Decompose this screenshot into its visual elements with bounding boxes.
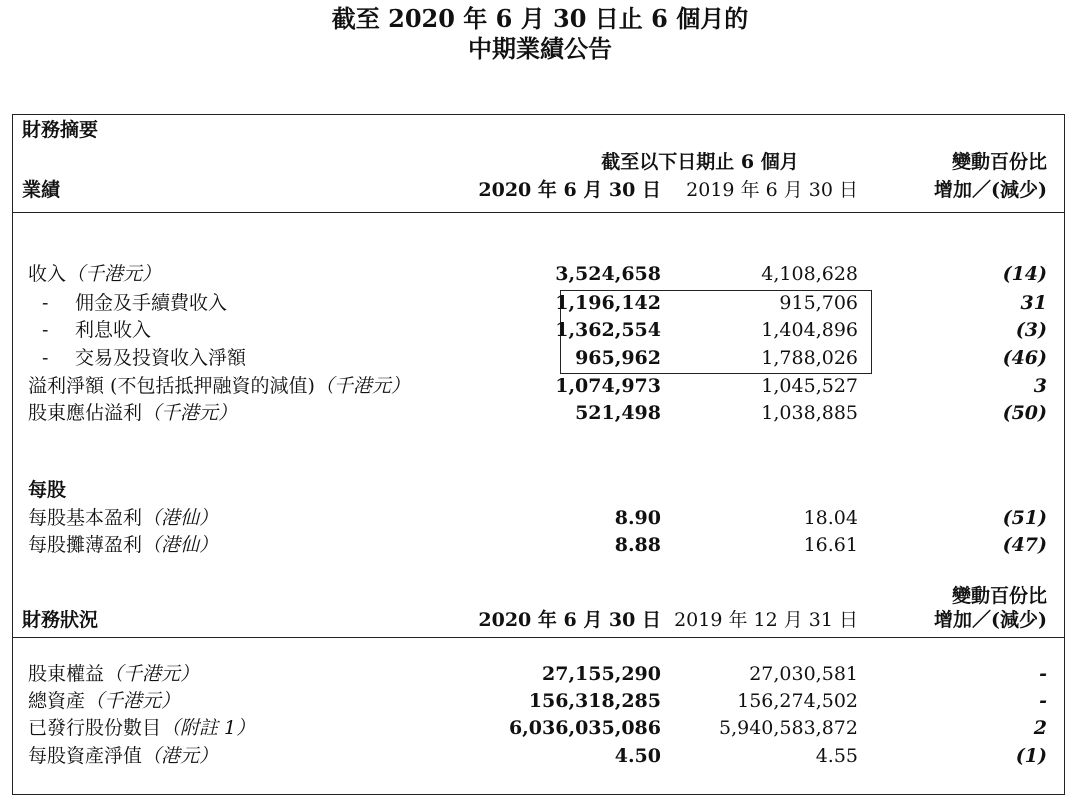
value-current: 4.50 <box>614 745 661 767</box>
value-prior: 1,038,885 <box>761 402 858 424</box>
value-change: (3) <box>1015 319 1047 341</box>
per-share-heading: 每股 <box>28 479 67 501</box>
value-current: 27,155,290 <box>542 663 661 685</box>
financial-position-heading: 財務狀況 <box>22 609 99 631</box>
row-unit: （千港元） <box>85 690 181 712</box>
row-unit: （港元） <box>142 745 219 767</box>
financial-summary-heading: 財務摘要 <box>22 119 99 141</box>
bullet-dash: - <box>42 347 49 369</box>
change-header-line1: 變動百份比 <box>951 151 1047 173</box>
value-prior: 1,045,527 <box>761 375 858 397</box>
row-label: 股東權益 <box>28 663 105 685</box>
row-unit: （千港元） <box>66 263 162 285</box>
value-change: 3 <box>1033 375 1047 397</box>
value-prior: 1,404,896 <box>761 319 858 341</box>
row-label: 已發行股份數目 <box>28 717 162 739</box>
row-unit: （千港元） <box>104 663 200 685</box>
col-prior-header: 2019 年 6 月 30 日 <box>686 179 858 201</box>
value-current: 521,498 <box>575 402 661 424</box>
row-label: 每股基本盈利 <box>28 507 143 529</box>
row-label: 收入 <box>28 263 67 285</box>
row-label: 利息收入 <box>75 319 152 341</box>
position-change-header-line2: 增加／(減少) <box>934 609 1047 631</box>
value-prior: 1,788,026 <box>761 347 858 369</box>
value-current: 1,362,554 <box>555 319 661 341</box>
row-label: 交易及投資收入淨額 <box>75 347 247 369</box>
value-change: (46) <box>1002 347 1047 369</box>
value-prior: 4,108,628 <box>761 263 858 285</box>
bullet-dash: - <box>42 292 49 314</box>
position-change-header-line1: 變動百份比 <box>951 585 1047 607</box>
value-prior: 156,274,502 <box>737 690 858 712</box>
bullet-dash: - <box>42 319 49 341</box>
value-current: 8.90 <box>614 507 661 529</box>
results-heading: 業績 <box>22 179 61 201</box>
value-prior: 915,706 <box>779 292 858 314</box>
row-label: 佣金及手續費收入 <box>75 292 228 314</box>
value-current: 8.88 <box>614 534 661 556</box>
value-prior: 16.61 <box>803 534 858 556</box>
row-label: 股東應佔溢利 <box>28 402 143 424</box>
row-label: 總資產 <box>28 690 86 712</box>
position-col-prior-header: 2019 年 12 月 31 日 <box>674 609 858 631</box>
value-current: 1,074,973 <box>555 375 661 397</box>
row-label: 每股資產淨值 <box>28 745 143 767</box>
value-change: - <box>1039 663 1047 685</box>
value-change: (51) <box>1002 507 1047 529</box>
value-prior: 5,940,583,872 <box>718 717 858 739</box>
period-header: 截至以下日期止 6 個月 <box>601 151 799 173</box>
position-header-divider <box>12 637 1065 638</box>
value-change: (14) <box>1002 263 1047 285</box>
change-header-line2: 增加／(減少) <box>934 179 1047 201</box>
value-change: (50) <box>1002 402 1047 424</box>
value-change: 2 <box>1033 717 1047 739</box>
announcement-title-line1: 截至 2020 年 6 月 30 日止 6 個月的 <box>331 4 749 33</box>
row-unit: （千港元） <box>314 375 410 397</box>
value-current: 965,962 <box>575 347 661 369</box>
value-current: 6,036,035,086 <box>508 717 661 739</box>
value-change: (1) <box>1015 745 1047 767</box>
value-prior: 27,030,581 <box>749 663 858 685</box>
row-label: 溢利淨額 (不包括抵押融資的減值) <box>28 375 315 397</box>
value-change: - <box>1039 690 1047 712</box>
announcement-title-line2: 中期業績公告 <box>468 34 612 63</box>
row-unit: （千港元） <box>142 402 238 424</box>
value-current: 3,524,658 <box>555 263 661 285</box>
value-current: 1,196,142 <box>555 292 661 314</box>
value-prior: 4.55 <box>815 745 858 767</box>
row-unit: （附註 1） <box>161 717 256 739</box>
row-label: 每股攤薄盈利 <box>28 534 143 556</box>
value-current: 156,318,285 <box>528 690 661 712</box>
value-change: (47) <box>1002 534 1047 556</box>
row-unit: （港仙） <box>142 534 219 556</box>
col-current-header: 2020 年 6 月 30 日 <box>478 179 661 201</box>
value-prior: 18.04 <box>803 507 858 529</box>
header-divider <box>12 212 1065 213</box>
position-col-current-header: 2020 年 6 月 30 日 <box>478 609 661 631</box>
value-change: 31 <box>1020 292 1047 314</box>
row-unit: （港仙） <box>142 507 219 529</box>
